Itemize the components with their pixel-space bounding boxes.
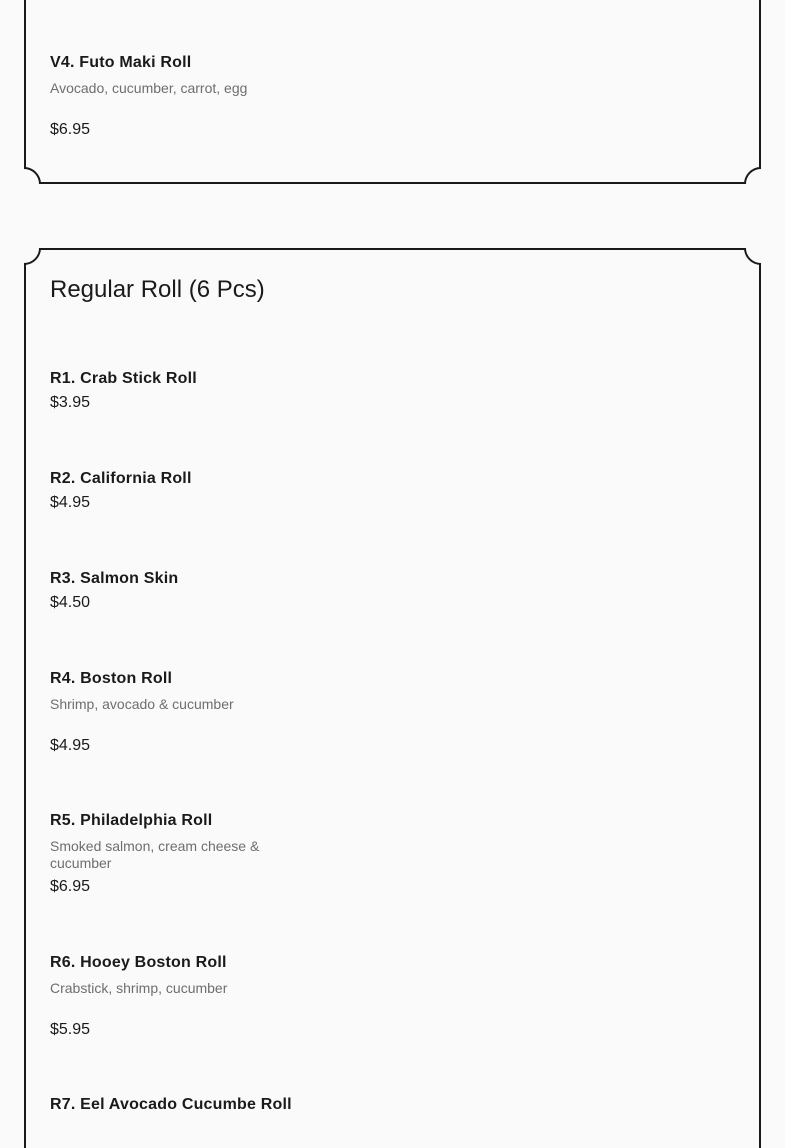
- item-description: Shrimp, avocado & cucumber: [50, 696, 234, 712]
- item-name: R5. Philadelphia Roll: [50, 812, 213, 829]
- menu-item[interactable]: [50, 54, 310, 139]
- item-name: R3. Salmon Skin: [50, 570, 179, 587]
- item-price: $4.95: [50, 494, 91, 511]
- menu-item[interactable]: [50, 470, 192, 512]
- item-price: $4.50: [50, 594, 91, 611]
- item-name: R1. Crab Stick Roll: [50, 370, 197, 387]
- menu-card-vegetarian: [24, 0, 761, 184]
- item-name: R4. Boston Roll: [50, 670, 173, 687]
- menu-item[interactable]: [50, 1096, 292, 1114]
- menu-item[interactable]: [50, 670, 310, 755]
- item-price: $6.95: [50, 878, 91, 895]
- menu-item[interactable]: [50, 812, 310, 896]
- item-name: R2. California Roll: [50, 470, 192, 487]
- item-name: R6. Hooey Boston Roll: [50, 954, 227, 971]
- item-price: $5.95: [50, 1021, 91, 1038]
- item-description: Crabstick, shrimp, cucumber: [50, 980, 228, 996]
- item-name: R7. Eel Avocado Cucumbe Roll: [50, 1096, 292, 1113]
- item-description: Avocado, cucumber, carrot, egg: [50, 80, 248, 96]
- item-name: V4. Futo Maki Roll: [50, 54, 192, 71]
- menu-item[interactable]: [50, 570, 178, 612]
- item-price: $4.95: [50, 737, 91, 754]
- menu-card-regular-roll: [24, 248, 761, 1148]
- section-title: Regular Roll (6 Pcs): [50, 276, 265, 303]
- item-description: Smoked salmon, cream cheese & cucumber: [50, 838, 260, 871]
- menu-item[interactable]: [50, 370, 197, 412]
- menu-item[interactable]: [50, 954, 310, 1039]
- item-price: $6.95: [50, 121, 91, 138]
- item-price: $3.95: [50, 394, 91, 411]
